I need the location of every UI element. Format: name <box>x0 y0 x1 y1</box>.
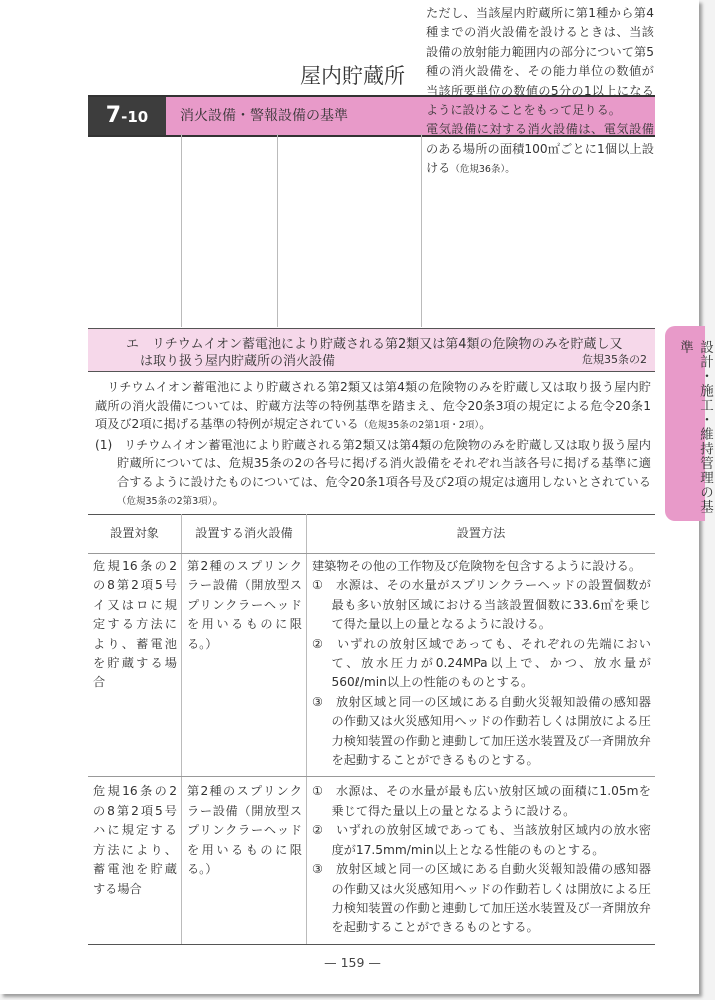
body-paragraph-ref: （危規35条の2第1項・2項） <box>358 420 480 431</box>
table-row <box>88 777 655 944</box>
method-line: 建築物その他の工作物及び危険物を包含するように設ける。 <box>312 559 642 573</box>
page-title: 屋内貯蔵所 <box>300 64 405 88</box>
header-method: 設置方法 <box>307 515 656 554</box>
cell-equipment: 第2種のスプリンクラー設備（開放型スプリンクラーヘッドを用いるものに限る。） <box>182 777 307 944</box>
page-number: — 159 — <box>324 955 381 970</box>
extinguishing-equipment-table <box>88 514 655 945</box>
method-line: ① 水源は、その水量がスプリンクラーヘッドの設置個数が最も多い放射区域における当該設置個数に33.6㎥を乗じて得た量以上の量となるように設ける。 <box>312 578 651 632</box>
item-ref: （危規35条の2第3項） <box>117 496 213 507</box>
subsection-reference: 危規35条の2 <box>582 353 647 366</box>
cell-equipment: 第2種のスプリンクラー設備（開放型スプリンクラーヘッドを用いるものに限る。） <box>182 554 307 777</box>
upper-table-text <box>426 4 654 180</box>
chapter-side-tab[interactable] <box>665 326 713 521</box>
section-number-sub: -10 <box>121 108 149 126</box>
column-divider <box>277 134 278 327</box>
subsection-heading <box>88 328 655 372</box>
method-line: ③ 放射区域と同一の区域にある自動火災報知設備の感知器の作動又は火災感知用ヘッドの作動若しくは開放による圧力検知装置の作動と連動して加圧送水装置及び一斉開放弁を起動することができるものとする。 <box>312 862 651 935</box>
item-label: (1) <box>95 437 113 452</box>
upper-text-ref: （危規36条）。 <box>450 164 515 176</box>
cell-method <box>307 777 656 944</box>
side-tab-label: 設計・施工・維持管理の基準 <box>677 340 713 514</box>
body-paragraph: リチウムイオン蓄電池により貯蔵される第2類又は第4類の危険物のみを貯蔵し又は取り扱う屋内貯蔵所の消火設備については、貯蔵方法等の特例基準を踏まえ、危令20条3項の規定による危令20条1項及び2項に掲げる基準の特例が規定されている（危規35条の2第1項・2項）。 <box>95 380 651 431</box>
header-equipment: 設置する消火設備 <box>182 515 307 554</box>
subsection-heading-line1: エ リチウムイオン蓄電池により貯蔵される第2類又は第4類の危険物のみを貯蔵し又 <box>126 337 623 352</box>
section-number-main: 7 <box>105 103 122 128</box>
method-line: ② いずれの放射区域であっても、それぞれの先端において、放水圧力が0.24MPa以上で、かつ、放水量が560ℓ/min以上の性能のものとする。 <box>312 636 651 690</box>
method-line: ② いずれの放射区域であっても、当該放射区域内の放水密度が17.5mm/min以上となる性能のものとする。 <box>312 823 651 857</box>
table-header-row <box>88 515 655 554</box>
upper-text-para2: 電気設備に対する消火設備は、電気設備のある場所の面積100㎡ごとに1個以上設ける（危規36条）。 <box>426 122 654 176</box>
column-divider <box>421 134 422 327</box>
body-text <box>95 378 651 512</box>
upper-text-para1: ただし、当該屋内貯蔵所に第1種から第4種までの消火設備を設けるときは、当該設備の放射能力範囲内の部分について第5種の消火設備を、その能力単位の数値が当該所要単位の数値の5分の1以上になるように設けることをもって足りる。 <box>426 6 654 118</box>
section-number <box>88 97 166 135</box>
header-target: 設置対象 <box>88 515 182 554</box>
cell-method <box>307 554 656 777</box>
cell-target: 危規16条の2の8第2項5号イ又はロに規定する方法により、蓄電池を貯蔵する場合 <box>88 554 182 777</box>
cell-target: 危規16条の2の8第2項5号ハに規定する方法により、蓄電池を貯蔵する場合 <box>88 777 182 944</box>
table-row <box>88 554 655 777</box>
method-line: ③ 放射区域と同一の区域にある自動火災報知設備の感知器の作動又は火災感知用ヘッドの作動若しくは開放による圧力検知装置の作動と連動して加圧送水装置及び一斉開放弁を起動することができるものとする。 <box>312 694 651 768</box>
column-divider <box>181 134 182 327</box>
method-line: ① 水源は、その水量が最も広い放射区域の面積に1.05mを乗じて得た量以上の量となるように設ける。 <box>312 784 651 818</box>
body-item-1: (1) リチウムイオン蓄電池により貯蔵される第2類又は第4類の危険物のみを貯蔵し又は取り扱う屋内貯蔵所については、危規35条の2の各号に掲げる消火設備をそれぞれ当該各号に掲げる基準に適合するように設けたものについては、危令20条1項各号及び2項の規定は適用しないとされている（危規35条の2第3項）。 <box>95 437 651 507</box>
section-title: 消火設備・警報設備の基準 <box>166 97 655 135</box>
subsection-heading-line2: は取り扱う屋内貯蔵所の消火設備 <box>140 354 336 369</box>
